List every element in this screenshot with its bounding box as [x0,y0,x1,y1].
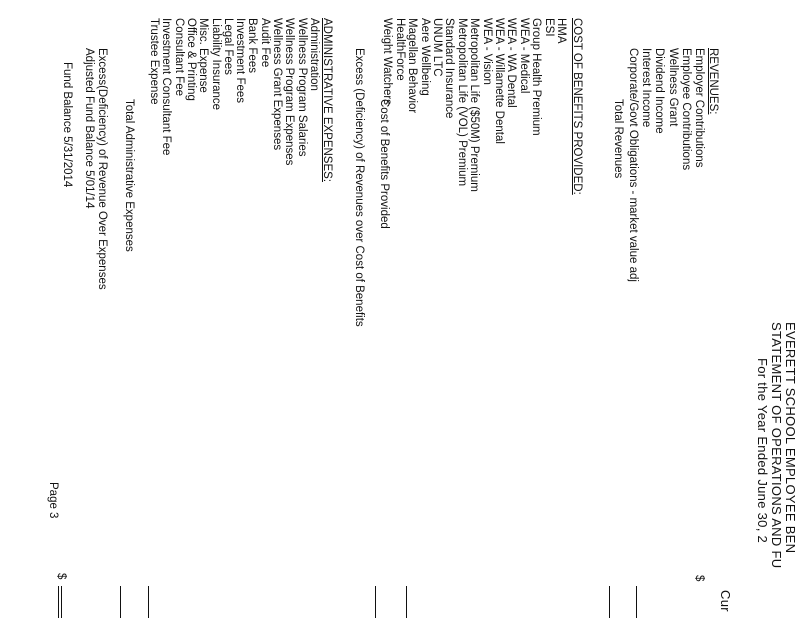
fund-balance-double-rule [58,586,62,618]
column-header: Cur [718,590,733,612]
line-item: Wellness Grant [666,48,679,127]
line-item: Office & Printing [185,18,197,101]
line-item: WEA - WA Dental [505,18,518,108]
fund-balance-currency: $ [55,573,67,580]
line-item: Standard Insurance [443,18,456,119]
line-item: Employer Contributions [693,48,705,168]
org-title: EVERETT SCHOOL EMPLOYEE BEN [783,322,798,554]
line-item: Administration [308,18,320,91]
line-item: Legal Fees [221,18,234,75]
line-item: Bank Fees [246,18,259,73]
cost-total-rule [406,586,407,618]
line-item: Wellness Grant Expenses [271,18,284,151]
line-item: Corporate/Govt Obligations - market value adj [627,48,639,282]
line-item: Employee Contributions [679,48,692,171]
cost-of-benefits-heading: COST OF BENEFITS PROVIDED: [571,18,583,195]
line-item: Magellan Behavior [406,18,419,114]
line-item: HealthForce [393,18,406,81]
revenues-heading: REVENUES: [707,48,719,115]
line-item: Audit Fee [258,18,271,68]
line-item: Interest Income [640,48,653,128]
admin-expenses-heading: ADMINISTRATIVE EXPENSES: [321,18,333,183]
line-item: Wellness Program Expenses [283,18,296,166]
line-item: Metropolitan Life ($50M) Premium [468,18,481,192]
line-item: Weight Watchers [381,18,394,105]
line-item: Metropolitan Life (VOL) Premium [455,18,468,187]
line-item: Trustee Expense [148,18,161,105]
total-revenues-label: Total Revenues [612,99,624,179]
cost-of-benefits-total-label: Cost of Benefits Provided [378,99,390,229]
line-item: Misc. Expense [197,18,210,93]
adjusted-fund-balance-label: Adjusted Fund Balance 5/01/14 [83,48,95,209]
line-item: UNUM LTC [431,18,443,77]
admin-total-underline [120,586,121,618]
excess-revenues-label: Excess (Deficiency) of Revenues over Cost of Benefits [353,48,365,327]
line-item: Group Health Premium [530,18,543,136]
line-item: WEA - Medical [517,18,530,94]
line-item: Liability Insurance [209,18,222,111]
line-item: Consultant Fee [172,18,185,96]
total-revenues-underline [609,586,610,618]
line-item: WEA - Vision [480,18,493,85]
line-item: HMA [555,18,567,44]
fund-balance-label: Fund Balance 5/31/2014 [61,62,73,188]
line-item: Dividend Income [653,48,666,134]
line-item: WEA - Willamette Dental [493,18,505,144]
revenues-currency: $ [693,575,705,582]
period-title: For the Year Ended June 30, 2 [755,358,770,544]
line-item: Aere Wellbeing [418,18,431,96]
line-item: ESI [542,18,555,37]
cost-total-underline [375,586,376,618]
excess-over-expenses-label: Excess(Deficiency) of Revenue Over Expenses [96,48,108,290]
line-item: Wellness Program Salaries [295,18,308,157]
total-revenues-rule [636,586,637,618]
page-number: Page 3 [47,482,59,519]
statement-title: STATEMENT OF OPERATIONS AND FU [769,322,784,569]
line-item: Investment Fees [234,18,247,104]
line-item: Investment Consultant Fee [160,18,173,156]
admin-total-label: Total Administrative Expenses [123,99,135,252]
admin-total-rule [148,586,149,618]
